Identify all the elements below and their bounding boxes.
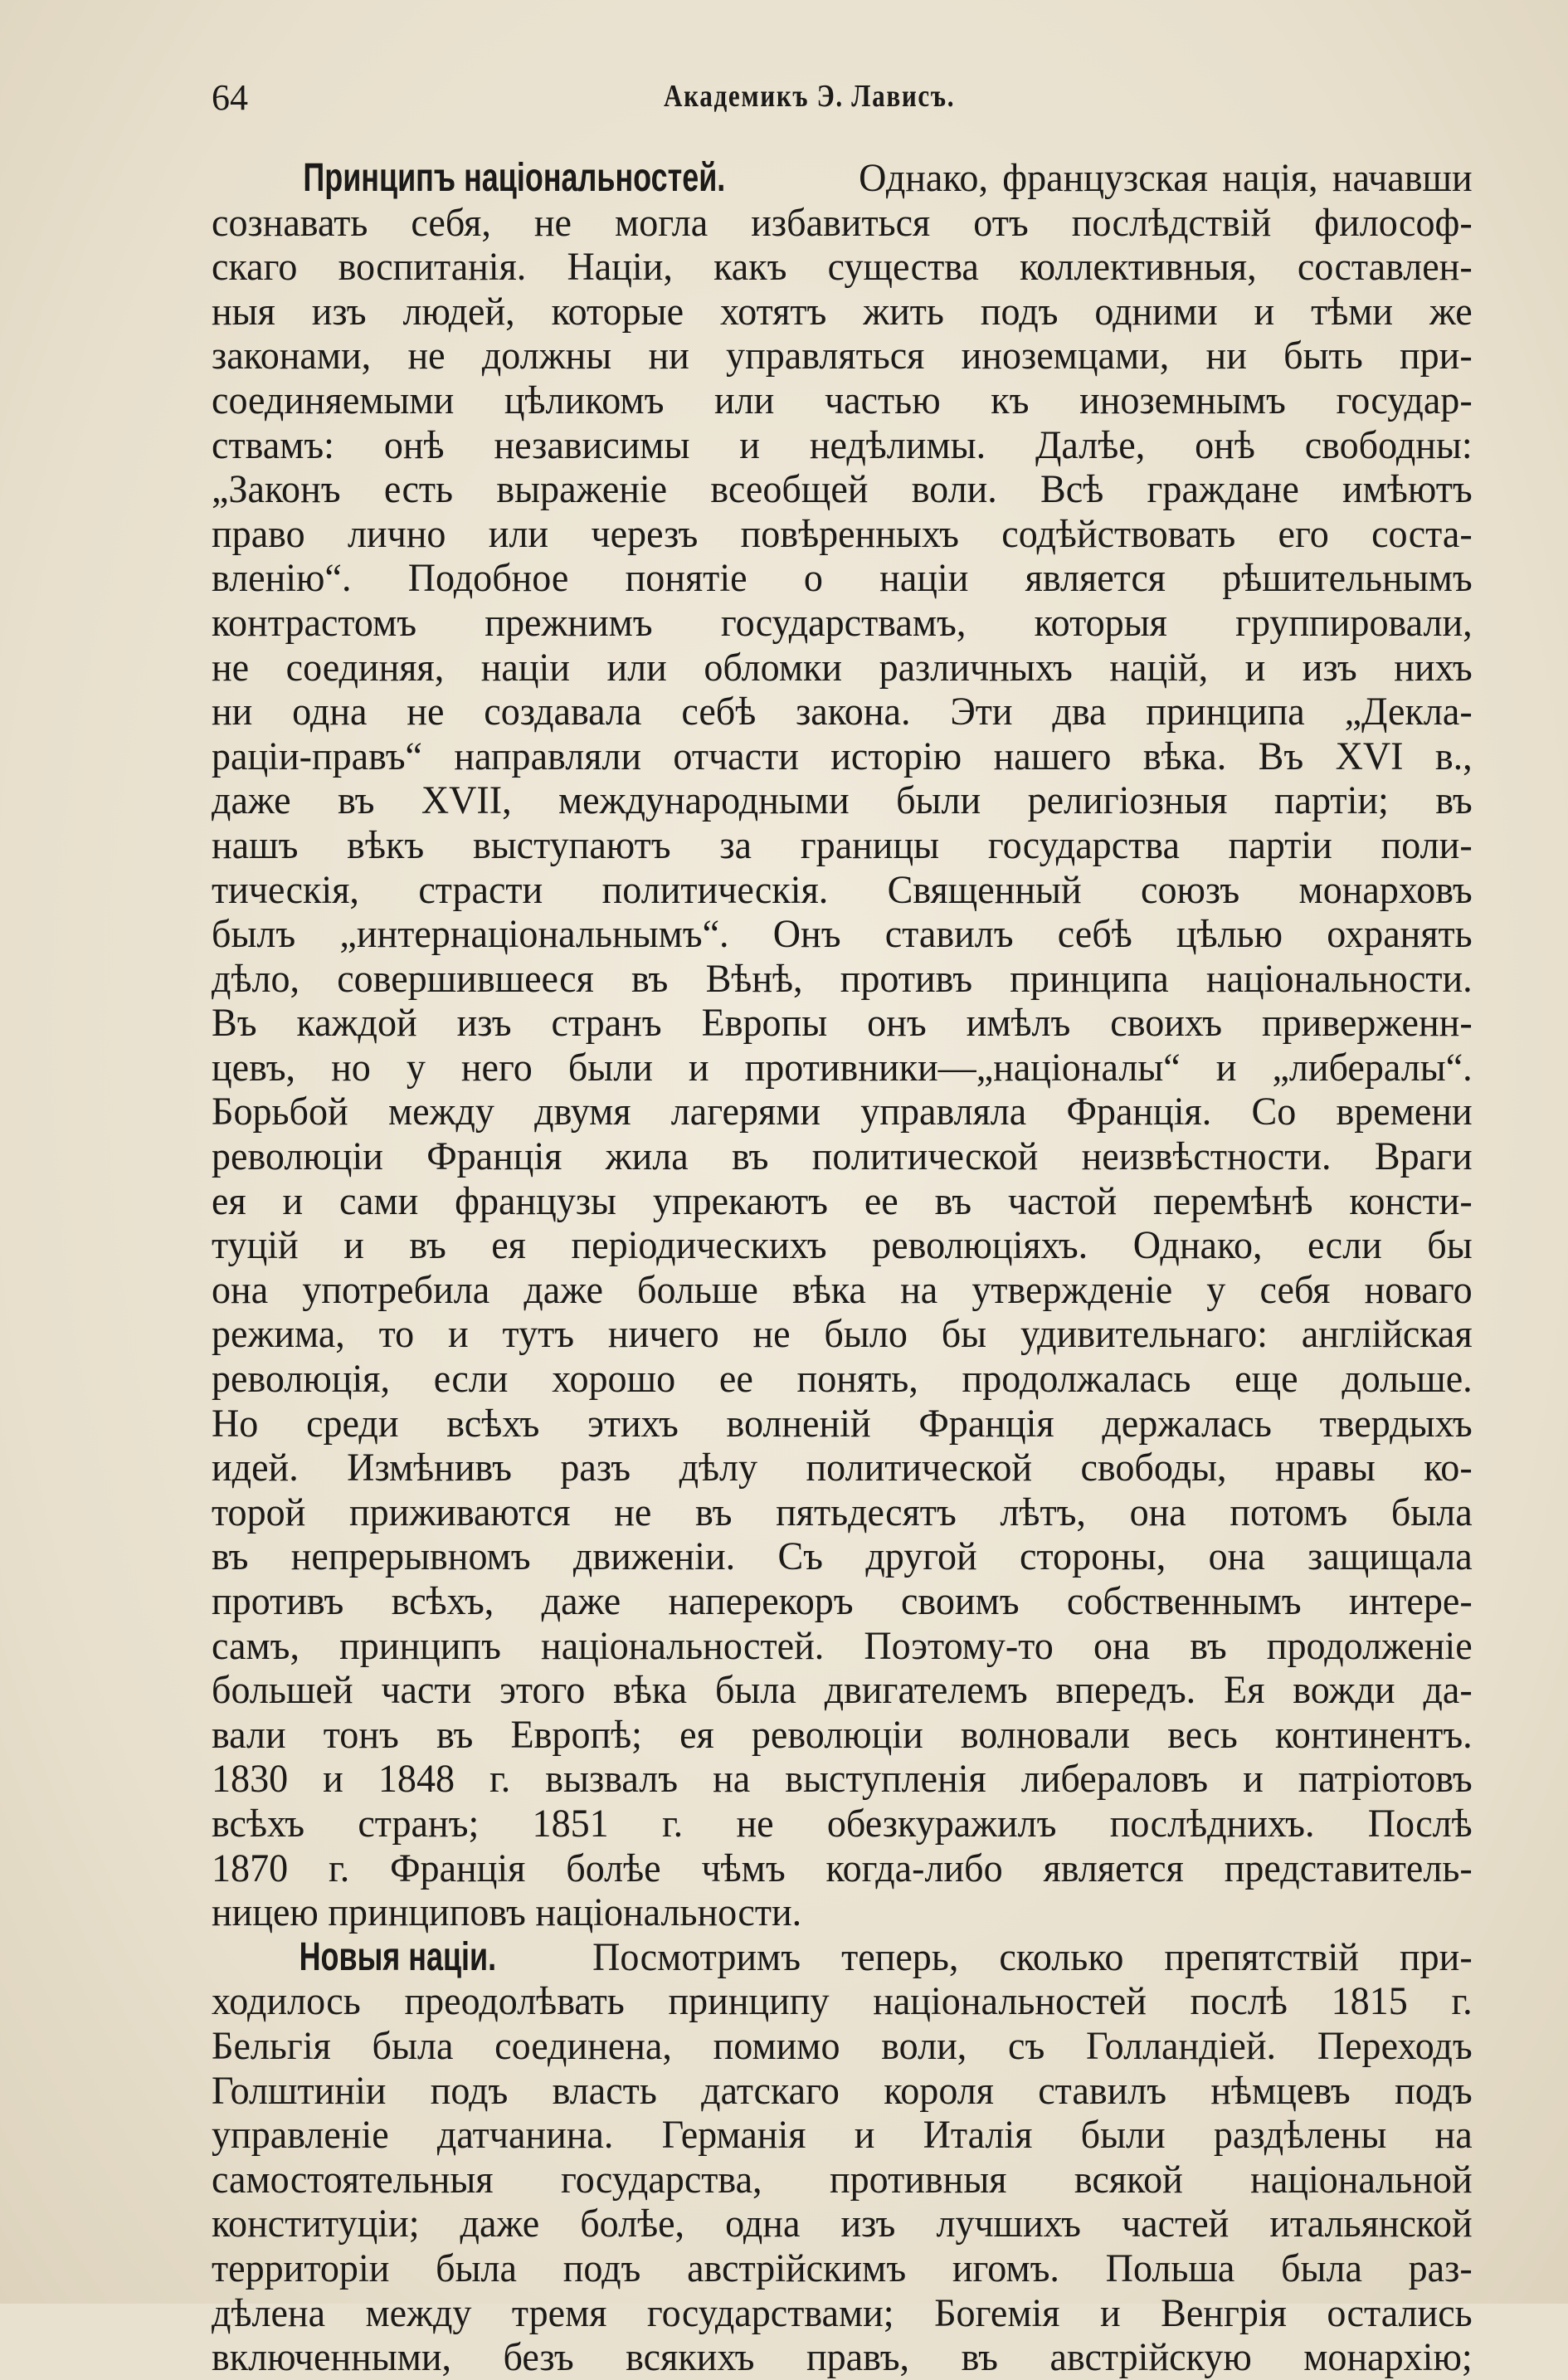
text-line: Посмотримъ теперь, сколько препятствій при- — [592, 1934, 1473, 1979]
text-line: революція, если хорошо ее понять, продолжалась еще дольше. — [212, 1357, 1473, 1402]
text-line: конституціи; даже болѣе, одна изъ лучшихъ частей итальянской — [212, 2202, 1473, 2246]
text-line: большей части этого вѣка была двигателемъ впередъ. Ея вожди да- — [212, 1668, 1473, 1713]
text-line: „Законъ есть выраженіе всеобщей воли. Всѣ граждане имѣютъ — [212, 467, 1473, 512]
text-line: былъ „интернаціональнымъ“. Онъ ставилъ себѣ цѣлью охранять — [212, 912, 1473, 957]
running-head: Академикъ Э. Лависъ. — [664, 79, 956, 114]
text-line: режима, то и тутъ ничего не было бы удивительнаго: англійская — [212, 1312, 1473, 1357]
section-heading: Новыя націи. — [299, 1934, 497, 1979]
body-text — [212, 156, 1473, 2380]
text-line: Бельгія была соединена, помимо воли, съ Голландіей. Переходъ — [212, 2023, 1473, 2068]
text-line: ницею принциповъ національности. — [212, 1890, 802, 1935]
page-number: 64 — [212, 77, 248, 118]
text-line: въ непрерывномъ движеніи. Съ другой стороны, она защищала — [212, 1534, 1473, 1579]
paragraph-first-line — [212, 156, 1473, 201]
text-line: территоріи была подъ австрійскимъ игомъ. Польша была раз- — [212, 2246, 1473, 2290]
text-line: дѣлена между тремя государствами; Богемія и Венгрія остались — [212, 2290, 1473, 2335]
text-line: даже въ XVII, международными были религіозныя партіи; въ — [212, 778, 1473, 823]
text-line: контрастомъ прежнимъ государствамъ, которыя группировали, — [212, 600, 1473, 645]
text-line: всѣхъ странъ; 1851 г. не обезкуражилъ послѣднихъ. Послѣ — [212, 1801, 1473, 1846]
text-line: вали тонъ въ Европѣ; ея революціи волновали весь континентъ. — [212, 1712, 1473, 1757]
text-line: раціи-правъ“ направляли отчасти исторію нашего вѣка. Въ XVI в., — [212, 734, 1473, 778]
text-line: тическія, страсти политическія. Священный союзъ монарховъ — [212, 867, 1473, 912]
paragraph-first-line — [212, 1935, 1473, 1980]
text-line: революціи Франція жила въ политической неизвѣстности. Враги — [212, 1134, 1473, 1179]
text-line: законами, не должны ни управляться иноземцами, ни быть при- — [212, 334, 1473, 378]
text-line: управленіе датчанина. Германія и Италія были раздѣлены на — [212, 2113, 1473, 2158]
text-line: нашъ вѣкъ выступаютъ за границы государства партіи поли- — [212, 822, 1473, 867]
section-heading: Принципъ національностей. — [303, 156, 726, 200]
text-line: 1870 г. Франція болѣе чѣмъ когда-либо является представитель- — [212, 1846, 1473, 1890]
text-line: Борьбой между двумя лагерями управляла Франція. Со времени — [212, 1090, 1473, 1134]
text-line: вленію“. Подобное понятіе о націи является рѣшительнымъ — [212, 556, 1473, 601]
text-line: цевъ, но у него были и противники—„націоналы“ и „либералы“. — [212, 1045, 1473, 1090]
text-line: включенными, безъ всякихъ правъ, въ австрійскую монархію; — [212, 2335, 1473, 2380]
text-line: самъ, принципъ національностей. Поэтому-то она въ продолженіе — [212, 1623, 1473, 1668]
text-line: скаго воспитанія. Націи, какъ существа коллективныя, составлен- — [212, 245, 1473, 290]
text-line: ни одна не создавала себѣ закона. Эти два принципа „Декла- — [212, 690, 1473, 734]
text-line: Голштиніи подъ власть датскаго короля ставилъ нѣмцевъ подъ — [212, 2068, 1473, 2113]
text-line: Въ каждой изъ странъ Европы онъ имѣлъ своихъ приверженн- — [212, 1001, 1473, 1046]
text-line: ныя изъ людей, которые хотятъ жить подъ одними и тѣми же — [212, 289, 1473, 334]
text-line: ея и сами французы упрекаютъ ее въ частой перемѣнѣ консти- — [212, 1178, 1473, 1223]
text-line: Однако, французская нація, начавши — [859, 156, 1473, 200]
text-line: она употребила даже больше вѣка на утвержденіе у себя новаго — [212, 1267, 1473, 1312]
text-line: право лично или черезъ повѣренныхъ содѣйствовать его соста- — [212, 511, 1473, 556]
text-line: 1830 и 1848 г. вызвалъ на выступленія либераловъ и патріотовъ — [212, 1757, 1473, 1802]
text-line: сознавать себя, не могла избавиться отъ послѣдствій философ- — [212, 200, 1473, 245]
text-line: не соединяя, націи или обломки различныхъ націй, и изъ нихъ — [212, 645, 1473, 690]
page-header — [212, 76, 1473, 126]
text-line: соединяемыми цѣликомъ или частью къ иноземнымъ государ- — [212, 378, 1473, 422]
text-line: ходилось преодолѣвать принципу національностей послѣ 1815 г. — [212, 1979, 1473, 2024]
text-line: ствамъ: онѣ независимы и недѣлимы. Далѣе, онѣ свободны: — [212, 422, 1473, 467]
text-line: самостоятельныя государства, противныя всякой національной — [212, 2157, 1473, 2202]
text-line: туцій и въ ея періодическихъ революціяхъ. Однако, если бы — [212, 1223, 1473, 1268]
text-line: идей. Измѣнивъ разъ дѣлу политической свободы, нравы ко- — [212, 1446, 1473, 1490]
text-line: дѣло, совершившееся въ Вѣнѣ, противъ принципа національности. — [212, 956, 1473, 1001]
text-line: торой приживаются не въ пятьдесятъ лѣтъ, она потомъ была — [212, 1490, 1473, 1534]
text-line: Но среди всѣхъ этихъ волненій Франція держалась твердыхъ — [212, 1401, 1473, 1446]
text-line: противъ всѣхъ, даже наперекоръ своимъ собственнымъ интере- — [212, 1579, 1473, 1623]
